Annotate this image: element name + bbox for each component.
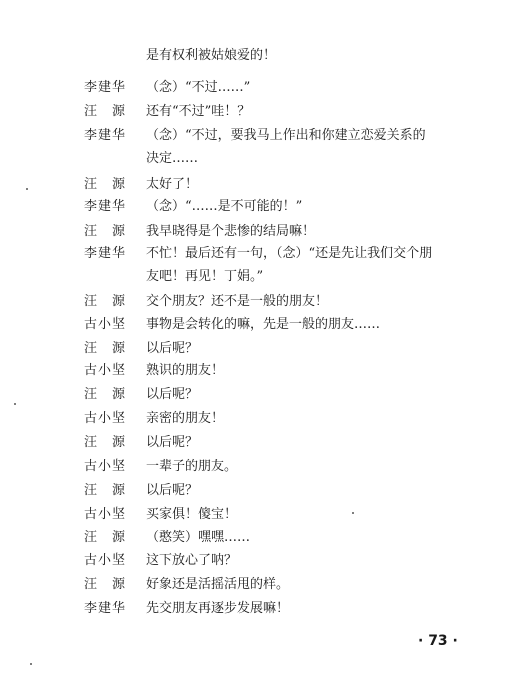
dialogue-text: 是有权利被姑娘爱的！ — [146, 48, 277, 63]
dialogue-text: 交个朋友？还不是一般的朋友！ — [146, 294, 329, 309]
dialogue-text: 以后呢？ — [146, 341, 199, 356]
speaker-name: 李建华 — [84, 128, 127, 143]
speaker-name: 古小坚 — [84, 459, 127, 474]
page-number: · 73 · — [418, 633, 458, 649]
script-line — [0, 504, 508, 526]
speaker-name: 古小坚 — [84, 507, 127, 522]
script-line — [0, 550, 508, 572]
dialogue-text: 先交朋友再逐步发展嘛！ — [146, 601, 290, 616]
dialogue-text: 不忙！最后还有一句，（念）“还是先让我们交个朋 — [146, 246, 433, 261]
speaker-name: 汪 源 — [84, 435, 127, 450]
script-line — [0, 574, 508, 596]
script-line — [0, 456, 508, 478]
script-line — [0, 408, 508, 430]
script-line — [0, 480, 508, 502]
script-line — [0, 243, 508, 265]
script-line — [0, 266, 508, 288]
dialogue-text: （念）“……是不可能的！” — [146, 199, 303, 214]
speaker-name: 李建华 — [84, 246, 127, 261]
speaker-name: 汪 源 — [84, 530, 127, 545]
dialogue-text: 亲密的朋友！ — [146, 411, 225, 426]
script-line — [0, 338, 508, 360]
speaker-name: 古小坚 — [84, 317, 127, 332]
dialogue-text: 事物是会转化的嘛，先是一般的朋友…… — [146, 317, 381, 332]
dialogue-text: 熟识的朋友！ — [146, 363, 225, 378]
speaker-name: 汪 源 — [84, 387, 127, 402]
dialogue-text: （念）“不过……” — [146, 80, 251, 95]
script-line — [0, 196, 508, 218]
speaker-name: 古小坚 — [84, 553, 127, 568]
speaker-name: 李建华 — [84, 601, 127, 616]
script-line — [0, 77, 508, 99]
dialogue-text: 决定…… — [146, 151, 199, 166]
dialogue-text: 买家俱！傻宝！ — [146, 507, 238, 522]
script-line — [0, 527, 508, 549]
speaker-name: 汪 源 — [84, 341, 127, 356]
script-line — [0, 101, 508, 123]
dialogue-text: 这下放心了呐？ — [146, 553, 238, 568]
script-line — [0, 291, 508, 313]
script-line — [0, 432, 508, 454]
dialogue-text: 友吧！再见！丁娟。” — [146, 269, 264, 284]
speaker-name: 汪 源 — [84, 224, 127, 239]
dialogue-text: 以后呢？ — [146, 483, 199, 498]
speaker-name: 汪 源 — [84, 177, 127, 192]
dialogue-text: 还有“不过”哇！？ — [146, 104, 251, 119]
scan-speck — [352, 512, 354, 514]
dialogue-text: 太好了！ — [146, 177, 199, 192]
scan-speck — [30, 663, 32, 665]
script-line — [0, 221, 508, 243]
speaker-name: 李建华 — [84, 80, 127, 95]
script-line — [0, 360, 508, 382]
dialogue-text: 以后呢？ — [146, 435, 199, 450]
script-line — [0, 174, 508, 196]
dialogue-text: 以后呢？ — [146, 387, 199, 402]
speaker-name: 汪 源 — [84, 104, 127, 119]
dialogue-text: 好象还是活摇活甩的样。 — [146, 577, 290, 592]
dialogue-text: （憨笑）嘿嘿…… — [146, 530, 251, 545]
script-line — [0, 45, 508, 67]
script-line — [0, 314, 508, 336]
speaker-name: 汪 源 — [84, 294, 127, 309]
speaker-name: 李建华 — [84, 199, 127, 214]
dialogue-text: 一辈子的朋友。 — [146, 459, 238, 474]
speaker-name: 古小坚 — [84, 411, 127, 426]
dialogue-text: （念）“不过，要我马上作出和你建立恋爱关系的 — [146, 128, 426, 143]
speaker-name: 古小坚 — [84, 363, 127, 378]
script-line — [0, 125, 508, 147]
script-line — [0, 384, 508, 406]
scan-speck — [14, 403, 16, 405]
script-line — [0, 148, 508, 170]
scan-speck — [26, 188, 28, 190]
speaker-name: 汪 源 — [84, 577, 127, 592]
speaker-name: 汪 源 — [84, 483, 127, 498]
dialogue-text: 我早晓得是个悲惨的结局嘛！ — [146, 224, 316, 239]
script-line — [0, 598, 508, 620]
